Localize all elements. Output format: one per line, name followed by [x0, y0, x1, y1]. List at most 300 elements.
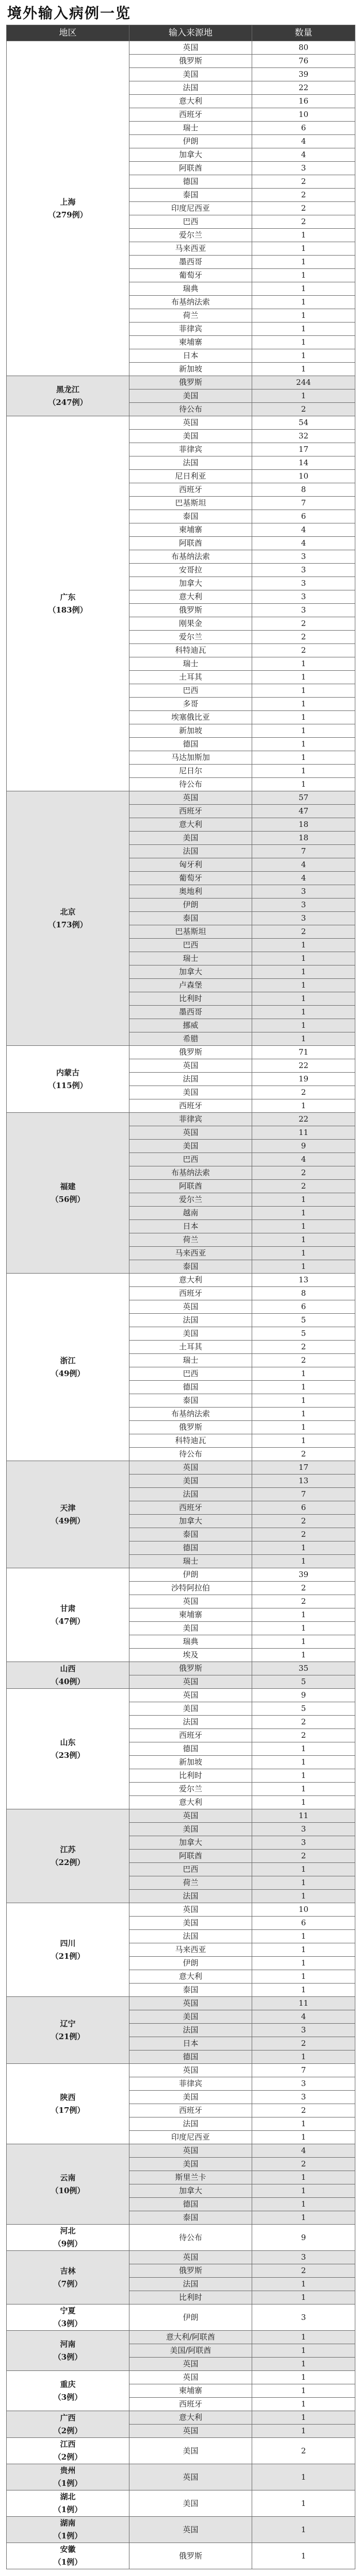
origin-cell: 法国 [129, 1073, 252, 1086]
count-cell: 1 [252, 1984, 355, 1997]
origin-cell: 柬埔寨 [129, 336, 252, 349]
origin-cell: 阿联酋 [129, 537, 252, 550]
origin-cell: 埃塞俄比亚 [129, 711, 252, 724]
origin-cell: 英国 [129, 1809, 252, 1823]
origin-cell: 阿联酋 [129, 1180, 252, 1193]
origin-cell: 英国 [129, 2144, 252, 2158]
count-cell: 1 [252, 2131, 355, 2144]
region-cell [7, 2438, 129, 2464]
count-cell: 1 [252, 1367, 355, 1381]
origin-cell: 瑞士 [129, 122, 252, 135]
origin-cell: 加拿大 [129, 577, 252, 590]
count-cell: 1 [252, 939, 355, 952]
origin-cell: 意大利 [129, 590, 252, 604]
region-total: （21例） [51, 2031, 85, 2041]
origin-cell: 西班牙 [129, 2398, 252, 2411]
origin-cell: 美国 [129, 2158, 252, 2171]
origin-cell: 巴西 [129, 939, 252, 952]
table-row [7, 2064, 355, 2077]
count-cell: 3 [252, 2077, 355, 2091]
count-cell: 1 [252, 1381, 355, 1394]
origin-cell: 泰国 [129, 912, 252, 925]
count-cell: 5 [252, 1314, 355, 1327]
region-cell [7, 1461, 129, 1568]
region-name: 吉林 [60, 2266, 76, 2276]
origin-cell: 瑞士 [129, 657, 252, 671]
count-cell: 1 [252, 1930, 355, 1943]
origin-cell: 法国 [129, 456, 252, 470]
region-cell [7, 1997, 129, 2064]
origin-cell: 瑞士 [129, 952, 252, 965]
table-row [7, 2251, 355, 2264]
origin-cell: 布基纳法索 [129, 296, 252, 309]
origin-cell: 美国 [129, 1622, 252, 1635]
count-cell: 3 [252, 590, 355, 604]
origin-cell: 西班牙 [129, 1729, 252, 1742]
region-name: 山西 [60, 1664, 76, 1673]
region-name: 天津 [60, 1503, 76, 1513]
origin-cell: 越南 [129, 1207, 252, 1220]
origin-cell: 英国 [129, 2371, 252, 2384]
count-cell: 6 [252, 510, 355, 523]
count-cell: 1 [252, 389, 355, 403]
region-total: （3例） [53, 2352, 83, 2362]
region-cell [7, 2517, 129, 2543]
region-name: 重庆 [60, 2379, 76, 2389]
origin-cell: 菲律宾 [129, 323, 252, 336]
count-cell: 80 [252, 41, 355, 55]
table-body [7, 41, 355, 2569]
count-cell: 1 [252, 282, 355, 296]
count-cell: 10 [252, 108, 355, 122]
origin-cell: 待公布 [129, 778, 252, 791]
count-cell: 2 [252, 644, 355, 657]
origin-cell: 法国 [129, 1314, 252, 1327]
origin-cell: 爱尔兰 [129, 631, 252, 644]
count-cell: 2 [252, 1716, 355, 1729]
count-cell: 1 [252, 2198, 355, 2211]
count-cell: 17 [252, 443, 355, 456]
count-cell: 1 [252, 2425, 355, 2438]
region-cell [7, 2464, 129, 2490]
count-cell: 1 [252, 1555, 355, 1568]
origin-cell: 刚果金 [129, 617, 252, 631]
origin-cell: 巴西 [129, 684, 252, 698]
origin-cell: 加拿大 [129, 965, 252, 979]
region-name: 山东 [60, 1737, 76, 1747]
count-cell: 10 [252, 470, 355, 483]
region-name: 湖南 [60, 2518, 76, 2528]
count-cell: 2 [252, 925, 355, 939]
origin-cell: 马来西亚 [129, 1247, 252, 1260]
count-cell: 1 [252, 2344, 355, 2358]
region-total: （1例） [53, 2505, 83, 2514]
count-cell: 1 [252, 738, 355, 751]
table-row [7, 1662, 355, 1675]
origin-cell: 德国 [129, 175, 252, 189]
region-name: 河北 [60, 2226, 76, 2235]
table-row [7, 1997, 355, 2010]
origin-cell: 俄罗斯 [129, 55, 252, 68]
count-cell: 2 [252, 1528, 355, 1541]
origin-cell: 土耳其 [129, 671, 252, 684]
origin-cell: 意大利 [129, 1796, 252, 1809]
origin-cell: 泰国 [129, 1394, 252, 1408]
table-row [7, 1046, 355, 1059]
region-total: （49例） [51, 1516, 85, 1526]
count-cell: 4 [252, 2144, 355, 2158]
count-cell: 1 [252, 1742, 355, 1756]
region-name: 广东 [60, 592, 76, 602]
count-cell: 16 [252, 95, 355, 108]
count-cell: 2 [252, 1582, 355, 1595]
count-cell: 2 [252, 1850, 355, 1863]
region-name: 福建 [60, 1181, 76, 1191]
count-cell: 1 [252, 2371, 355, 2384]
origin-cell: 俄罗斯 [129, 2543, 252, 2569]
count-cell: 1 [252, 1622, 355, 1635]
origin-cell: 布基纳法索 [129, 1166, 252, 1180]
origin-cell: 英国 [129, 1595, 252, 1608]
origin-cell: 沙特阿拉伯 [129, 1582, 252, 1595]
count-cell: 9 [252, 1689, 355, 1702]
region-cell [7, 2144, 129, 2225]
region-cell [7, 1662, 129, 1689]
region-total: （115例） [48, 1080, 88, 1090]
count-cell: 3 [252, 899, 355, 912]
count-cell: 1 [252, 979, 355, 992]
origin-cell: 英国 [129, 2425, 252, 2438]
count-cell: 1 [252, 1783, 355, 1796]
count-cell: 3 [252, 2304, 355, 2331]
count-cell: 1 [252, 2543, 355, 2569]
count-cell: 1 [252, 1957, 355, 1970]
origin-cell: 奥地利 [129, 885, 252, 899]
origin-cell: 英国 [129, 1997, 252, 2010]
origin-cell: 西班牙 [129, 1099, 252, 1113]
origin-cell: 美国 [129, 1917, 252, 1930]
origin-cell: 英国 [129, 1689, 252, 1702]
origin-cell: 俄罗斯 [129, 604, 252, 617]
region-name: 广西 [60, 2413, 76, 2422]
count-cell: 1 [252, 309, 355, 323]
region-cell [7, 1274, 129, 1461]
count-cell: 1 [252, 363, 355, 376]
count-cell: 1 [252, 1193, 355, 1207]
count-cell: 2 [252, 2104, 355, 2117]
origin-cell: 法国 [129, 2278, 252, 2291]
origin-cell: 美国 [129, 1475, 252, 1488]
origin-cell: 英国 [129, 1059, 252, 1073]
count-cell: 1 [252, 1608, 355, 1622]
count-cell: 3 [252, 885, 355, 899]
count-cell: 9 [252, 2225, 355, 2251]
region-name: 湖北 [60, 2492, 76, 2501]
count-cell: 1 [252, 269, 355, 282]
count-cell: 8 [252, 1287, 355, 1300]
origin-cell: 巴基斯坦 [129, 925, 252, 939]
count-cell: 5 [252, 1327, 355, 1341]
count-cell: 1 [252, 2278, 355, 2291]
origin-cell: 英国 [129, 1300, 252, 1314]
count-cell: 1 [252, 711, 355, 724]
origin-cell: 美国 [129, 2010, 252, 2024]
origin-cell: 爱尔兰 [129, 229, 252, 242]
origin-cell: 德国 [129, 738, 252, 751]
origin-cell: 德国 [129, 2198, 252, 2211]
origin-cell: 法国 [129, 81, 252, 95]
count-cell: 1 [252, 965, 355, 979]
count-cell: 3 [252, 1823, 355, 1836]
count-cell: 1 [252, 1635, 355, 1649]
origin-cell: 尼日利亚 [129, 470, 252, 483]
count-cell: 3 [252, 577, 355, 590]
region-total: （49例） [51, 1368, 85, 1378]
count-cell: 2 [252, 1515, 355, 1528]
count-cell: 4 [252, 523, 355, 537]
region-total: （3例） [53, 2392, 83, 2402]
origin-cell: 瑞典 [129, 282, 252, 296]
region-name: 辽宁 [60, 2019, 76, 2028]
origin-cell: 待公布 [129, 1448, 252, 1461]
origin-cell: 美国 [129, 832, 252, 845]
region-name: 贵州 [60, 2466, 76, 2475]
origin-cell: 英国 [129, 41, 252, 55]
count-cell: 3 [252, 162, 355, 175]
origin-cell: 爱尔兰 [129, 1783, 252, 1796]
origin-cell: 法国 [129, 2024, 252, 2037]
origin-cell: 德国 [129, 1541, 252, 1555]
count-cell: 1 [252, 1943, 355, 1957]
count-cell: 32 [252, 430, 355, 443]
region-cell [7, 1809, 129, 1903]
count-cell: 1 [252, 698, 355, 711]
count-cell: 5 [252, 1675, 355, 1689]
table-row [7, 2517, 355, 2543]
origin-cell: 印度尼西亚 [129, 202, 252, 215]
count-cell: 2 [252, 1354, 355, 1367]
region-name: 陕西 [60, 2092, 76, 2102]
origin-cell: 新加坡 [129, 363, 252, 376]
count-cell: 5 [252, 1702, 355, 1716]
count-cell: 4 [252, 135, 355, 148]
table-row [7, 2438, 355, 2464]
page-title: 境外输入病例一览 [7, 5, 132, 22]
origin-cell: 布基纳法索 [129, 550, 252, 564]
count-cell: 1 [252, 2117, 355, 2131]
region-cell [7, 416, 129, 791]
origin-cell: 尼日尔 [129, 765, 252, 778]
origin-cell: 泰国 [129, 510, 252, 523]
origin-cell: 科特迪瓦 [129, 644, 252, 657]
origin-cell: 日本 [129, 1220, 252, 1233]
count-cell: 2 [252, 1595, 355, 1608]
region-total: （7例） [53, 2279, 83, 2289]
table-row [7, 41, 355, 55]
count-cell: 71 [252, 1046, 355, 1059]
table-row [7, 2411, 355, 2425]
count-cell: 2 [252, 215, 355, 229]
origin-cell: 美国 [129, 2490, 252, 2517]
count-cell: 1 [252, 336, 355, 349]
origin-cell: 俄罗斯 [129, 1662, 252, 1675]
region-cell [7, 2251, 129, 2304]
count-cell: 17 [252, 1461, 355, 1475]
region-total: （21例） [51, 1951, 85, 1961]
origin-cell: 俄罗斯 [129, 1046, 252, 1059]
region-name: 安徽 [60, 2545, 76, 2554]
origin-cell: 法国 [129, 1890, 252, 1903]
count-cell: 1 [252, 1260, 355, 1274]
origin-cell: 马来西亚 [129, 242, 252, 256]
region-total: （3例） [53, 2319, 83, 2328]
origin-cell: 加拿大 [129, 1515, 252, 1528]
region-total: （1例） [53, 2557, 83, 2567]
count-cell: 7 [252, 1488, 355, 1501]
origin-cell: 西班牙 [129, 483, 252, 497]
origin-cell: 美国 [129, 389, 252, 403]
region-name: 云南 [60, 2173, 76, 2182]
count-cell: 2 [252, 2438, 355, 2464]
count-cell: 1 [252, 1541, 355, 1555]
region-name: 内蒙古 [56, 1067, 79, 1077]
count-cell: 1 [252, 2050, 355, 2064]
count-cell: 4 [252, 872, 355, 885]
origin-cell: 菲律宾 [129, 1113, 252, 1126]
origin-cell: 美国 [129, 68, 252, 81]
count-cell: 1 [252, 1863, 355, 1876]
origin-cell: 英国 [129, 1675, 252, 1689]
count-cell: 1 [252, 778, 355, 791]
table-header-row [7, 25, 355, 41]
table-row [7, 1568, 355, 1582]
count-cell: 13 [252, 1274, 355, 1287]
origin-cell: 巴西 [129, 215, 252, 229]
region-cell [7, 2064, 129, 2144]
count-cell: 1 [252, 2398, 355, 2411]
count-cell: 39 [252, 68, 355, 81]
region-cell [7, 2411, 129, 2438]
origin-cell: 美国 [129, 2091, 252, 2104]
origin-cell: 土耳其 [129, 1341, 252, 1354]
origin-cell: 法国 [129, 2117, 252, 2131]
origin-cell: 美国/阿联酋 [129, 2344, 252, 2358]
count-cell: 1 [252, 296, 355, 309]
region-total: （279例） [48, 210, 88, 219]
origin-cell: 印度尼西亚 [129, 2131, 252, 2144]
count-cell: 54 [252, 416, 355, 430]
count-cell: 22 [252, 1113, 355, 1126]
origin-cell: 巴西 [129, 1863, 252, 1876]
count-cell: 2 [252, 1086, 355, 1099]
origin-cell: 瑞典 [129, 1635, 252, 1649]
origin-cell: 墨西哥 [129, 256, 252, 269]
table-row [7, 2371, 355, 2384]
region-cell [7, 2225, 129, 2251]
count-cell: 6 [252, 1300, 355, 1314]
count-cell: 11 [252, 1809, 355, 1823]
count-cell: 1 [252, 242, 355, 256]
region-total: （247例） [48, 397, 88, 407]
count-cell: 2 [252, 403, 355, 416]
count-cell: 2 [252, 617, 355, 631]
count-cell: 1 [252, 1006, 355, 1019]
origin-cell: 美国 [129, 1086, 252, 1099]
origin-cell: 加拿大 [129, 1836, 252, 1850]
count-cell: 6 [252, 1501, 355, 1515]
origin-cell: 新加坡 [129, 1756, 252, 1769]
count-cell: 1 [252, 1796, 355, 1809]
origin-cell: 俄罗斯 [129, 376, 252, 389]
region-total: （2例） [53, 2452, 83, 2462]
region-name: 宁夏 [60, 2306, 76, 2315]
region-name: 江苏 [60, 1844, 76, 1854]
origin-cell: 瑞士 [129, 1354, 252, 1367]
count-cell: 22 [252, 1059, 355, 1073]
count-cell: 2 [252, 2037, 355, 2050]
table-row [7, 1689, 355, 1702]
origin-cell: 伊朗 [129, 1568, 252, 1582]
count-cell: 3 [252, 564, 355, 577]
region-cell [7, 1046, 129, 1113]
origin-cell: 匈牙利 [129, 858, 252, 872]
count-cell: 3 [252, 2251, 355, 2264]
origin-cell: 布基纳法索 [129, 1408, 252, 1421]
count-cell: 1 [252, 1220, 355, 1233]
table-row [7, 2144, 355, 2158]
count-cell: 1 [252, 724, 355, 738]
origin-cell: 卢森堡 [129, 979, 252, 992]
origin-cell: 德国 [129, 1381, 252, 1394]
origin-cell: 柬埔寨 [129, 1608, 252, 1622]
origin-cell: 英国 [129, 2064, 252, 2077]
origin-cell: 伊朗 [129, 135, 252, 148]
origin-cell: 马来西亚 [129, 1943, 252, 1957]
count-cell: 35 [252, 1662, 355, 1675]
count-cell: 13 [252, 1475, 355, 1488]
count-cell: 10 [252, 1903, 355, 1917]
count-cell: 1 [252, 684, 355, 698]
count-cell: 1 [252, 1876, 355, 1890]
origin-cell: 泰国 [129, 1260, 252, 1274]
origin-cell: 阿联酋 [129, 162, 252, 175]
count-cell: 1 [252, 1970, 355, 1984]
count-cell: 11 [252, 1997, 355, 2010]
count-cell: 2 [252, 1166, 355, 1180]
origin-cell: 伊朗 [129, 1957, 252, 1970]
origin-cell: 巴西 [129, 1153, 252, 1166]
count-cell: 1 [252, 992, 355, 1006]
origin-cell: 葡萄牙 [129, 269, 252, 282]
origin-cell: 巴西 [129, 1367, 252, 1381]
region-name: 北京 [60, 907, 76, 917]
origin-cell: 俄罗斯 [129, 2264, 252, 2278]
count-cell: 1 [252, 323, 355, 336]
count-cell: 1 [252, 1756, 355, 1769]
origin-cell: 西班牙 [129, 805, 252, 818]
count-cell: 1 [252, 1032, 355, 1046]
region-cell [7, 1113, 129, 1274]
origin-cell: 美国 [129, 430, 252, 443]
region-cell [7, 1903, 129, 1997]
origin-cell: 比利时 [129, 1769, 252, 1783]
count-cell: 3 [252, 912, 355, 925]
region-cell [7, 2371, 129, 2411]
origin-cell: 巴基斯坦 [129, 497, 252, 510]
table-row [7, 1903, 355, 1917]
count-cell: 2 [252, 2158, 355, 2171]
origin-cell: 英国 [129, 2517, 252, 2543]
